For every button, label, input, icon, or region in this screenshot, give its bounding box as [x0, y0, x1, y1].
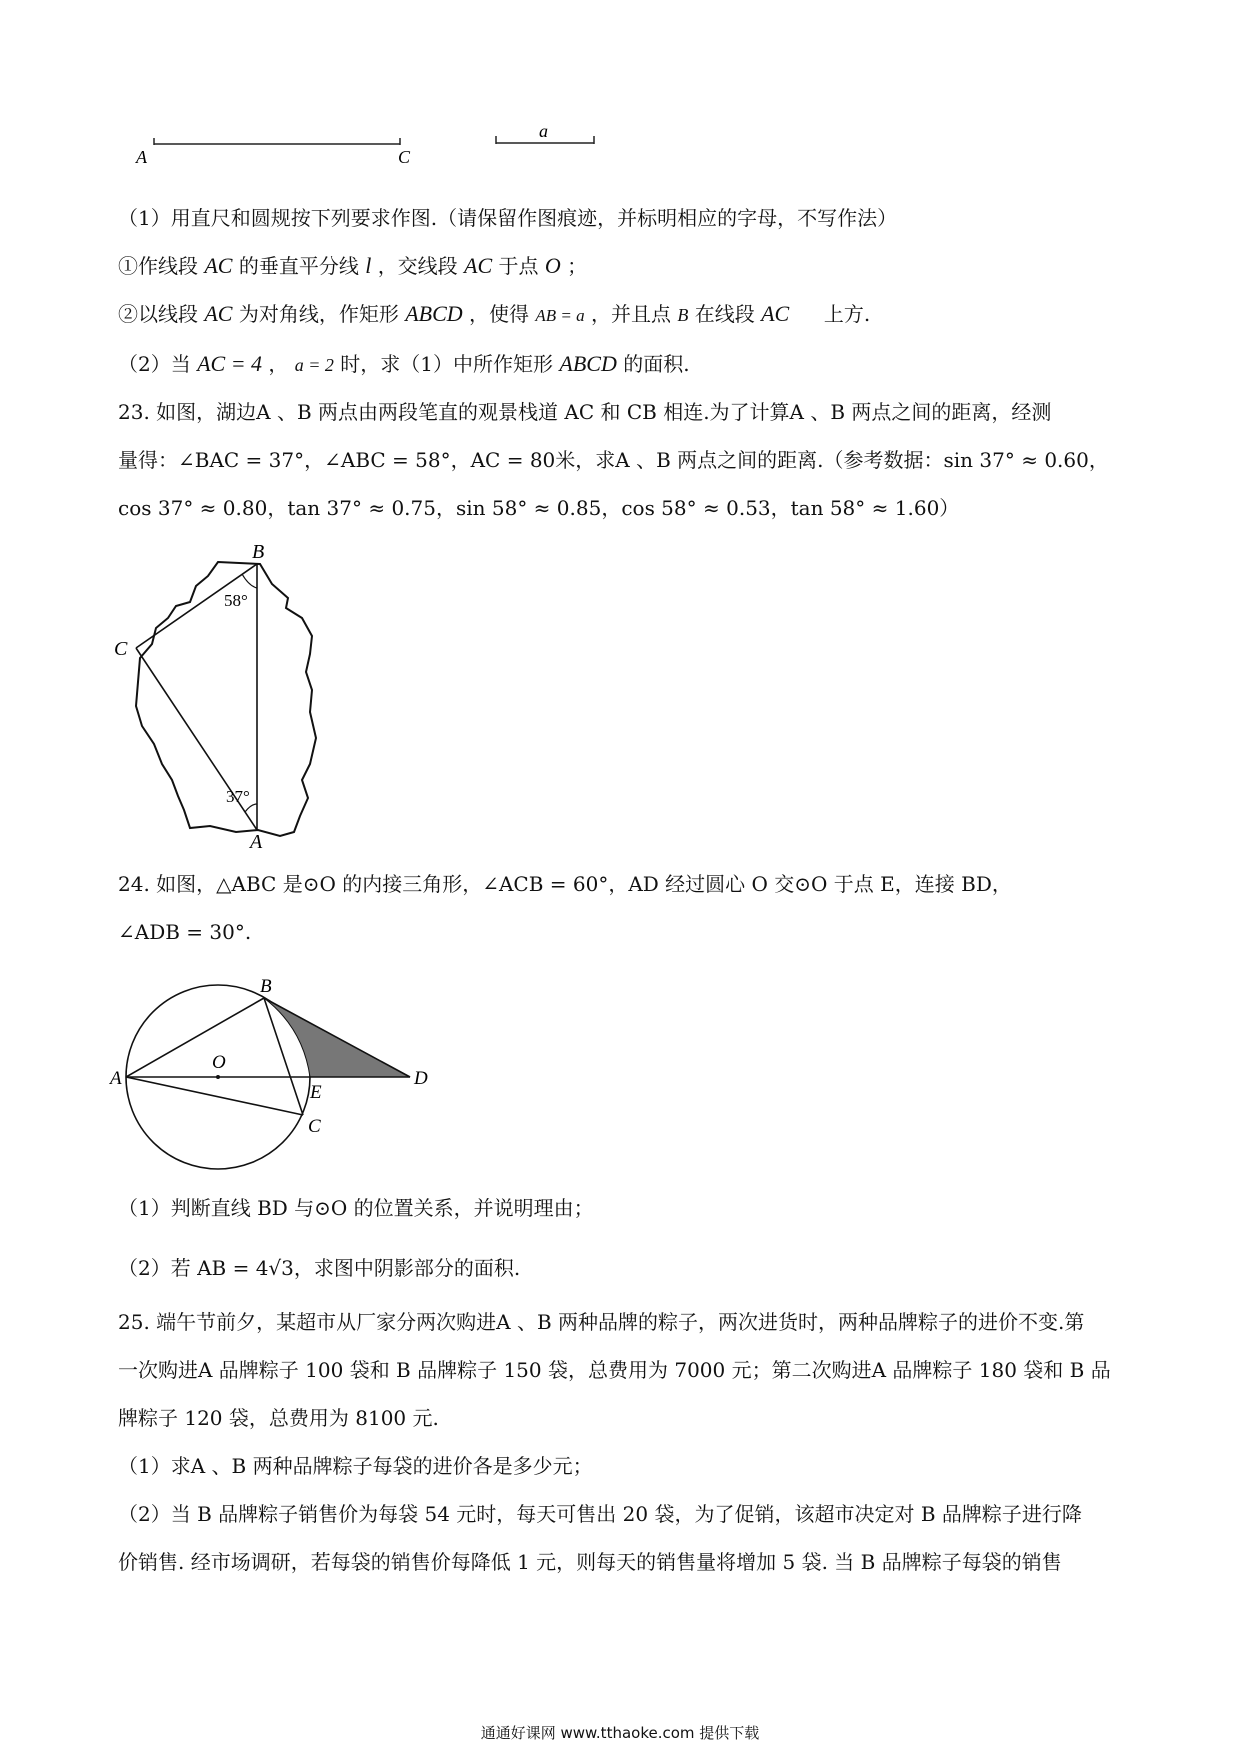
circle-label-b: B — [260, 976, 272, 997]
q23-line1: 23. 如图，湖边A 、B 两点由两段笔直的观景栈道 AC 和 CB 相连.为了计算A 、B 两点之间的距离，经测 — [118, 400, 1052, 424]
lake-label-c: C — [114, 638, 128, 660]
q23-line3: cos 37° ≈ 0.80，tan 37° ≈ 0.75，sin 58° ≈ 0.85，cos 58° ≈ 0.53，tan 58° ≈ 1.60） — [118, 496, 960, 520]
lake-label-a: A — [250, 831, 263, 853]
circle-label-c: C — [308, 1116, 321, 1137]
lake-label-b: B — [252, 541, 265, 563]
q22-part2 — [118, 350, 690, 379]
q22-step2 — [118, 300, 870, 330]
q22-part2-a: a = 2 — [294, 355, 334, 375]
q24-line2: ∠ADB = 30°. — [118, 920, 252, 944]
q22-part1: （1）用直尺和圆规按下列要求作图.（请保留作图痕迹，并标明相应的字母，不写作法） — [118, 206, 898, 230]
circle-label-e: E — [310, 1082, 322, 1103]
label-a-length: a — [539, 121, 548, 141]
q24-part2: （2）若 AB = 4√3，求图中阴影部分的面积. — [118, 1256, 521, 1280]
lake-angle-b: 58° — [224, 591, 248, 610]
circle-label-d: D — [414, 1068, 428, 1089]
circle-label-o: O — [212, 1052, 226, 1073]
q25-line1: 25. 端午节前夕，某超市从厂家分两次购进A 、B 两种品牌的粽子，两次进货时，两种品牌粽子的进价不变.第 — [118, 1310, 1085, 1334]
q22-step2-abcd: ABCD — [405, 301, 463, 326]
q22-step2-mid3: ，并且点 — [590, 302, 671, 326]
q25-line3: 牌粽子 120 袋，总费用为 8100 元. — [118, 1406, 439, 1430]
q24-part1: （1）判断直线 BD 与⊙O 的位置关系，并说明理由； — [118, 1196, 594, 1220]
label-a-point: A — [136, 147, 147, 167]
circle-label-a: A — [110, 1068, 122, 1089]
q22-step1-post: ，交线段 — [377, 254, 458, 278]
q22-step2-mid4: 在线段 — [694, 302, 755, 326]
q22-step2-b: B — [677, 305, 689, 325]
q25-part1: （1）求A 、B 两种品牌粽子每袋的进价各是多少元； — [118, 1454, 593, 1478]
q22-step1-mid: 的垂直平分线 — [238, 254, 359, 278]
segment-figure — [120, 118, 620, 168]
q22-part2-pre: （2）当 — [118, 352, 191, 376]
q22-part2-end: 的面积. — [623, 352, 690, 376]
q22-part2-ac: AC = 4 — [197, 351, 263, 376]
q22-part2-abcd: ABCD — [559, 351, 617, 376]
page-footer: 通通好课网 www.tthaoke.com 提供下载 — [480, 1724, 760, 1742]
q22-step2-text: ②以线段 — [118, 302, 198, 326]
q22-step2-eq: AB = a — [535, 306, 585, 325]
lake-angle-a: 37° — [226, 787, 250, 806]
q25-line2: 一次购进A 品牌粽子 100 袋和 B 品牌粽子 150 袋，总费用为 7000 元；第二次购进A 品牌粽子 180 袋和 B 品 — [118, 1358, 1111, 1382]
q22-step1-l: l — [365, 253, 372, 278]
q22-step2-mid2: ，使得 — [469, 302, 530, 326]
q22-step1-o: O — [544, 253, 561, 278]
label-c-point: C — [398, 147, 411, 167]
q22-step2-end: 上方. — [823, 302, 871, 326]
q22-step1 — [118, 252, 587, 280]
q22-step1-ac2: AC — [464, 253, 493, 278]
circle-figure — [112, 964, 452, 1174]
q22-step1-text: ①作线段 — [118, 254, 198, 278]
q25-part2a: （2）当 B 品牌粽子销售价为每袋 54 元时，每天可售出 20 袋，为了促销，该超市决定对 B 品牌粽子进行降 — [118, 1502, 1082, 1526]
q22-step1-end: 于点 — [498, 254, 539, 278]
q22-part2-mid: 时，求（1）中所作矩形 — [340, 352, 554, 376]
q22-step2-ac: AC — [204, 301, 233, 326]
q22-part2-sep: ， — [268, 352, 289, 376]
q25-part2b: 价销售. 经市场调研，若每袋的销售价每降低 1 元，则每天的销售量将增加 5 袋. 当 B 品牌粽子每袋的销售 — [118, 1550, 1062, 1574]
q24-line1: 24. 如图，△ABC 是⊙O 的内接三角形，∠ACB = 60°，AD 经过圆心 O 交⊙O 于点 E，连接 BD， — [118, 872, 1012, 896]
q23-line2: 量得：∠BAC = 37°，∠ABC = 58°，AC = 80米，求A 、B 两点之间的距离.（参考数据：sin 37° ≈ 0.60， — [118, 448, 1109, 472]
lake-figure — [112, 540, 342, 853]
q22-step2-mid: 为对角线，作矩形 — [238, 302, 399, 326]
q22-step1-semi: ； — [567, 254, 588, 278]
q22-step2-ac2: AC — [761, 301, 790, 326]
q22-step1-ac: AC — [204, 253, 233, 278]
